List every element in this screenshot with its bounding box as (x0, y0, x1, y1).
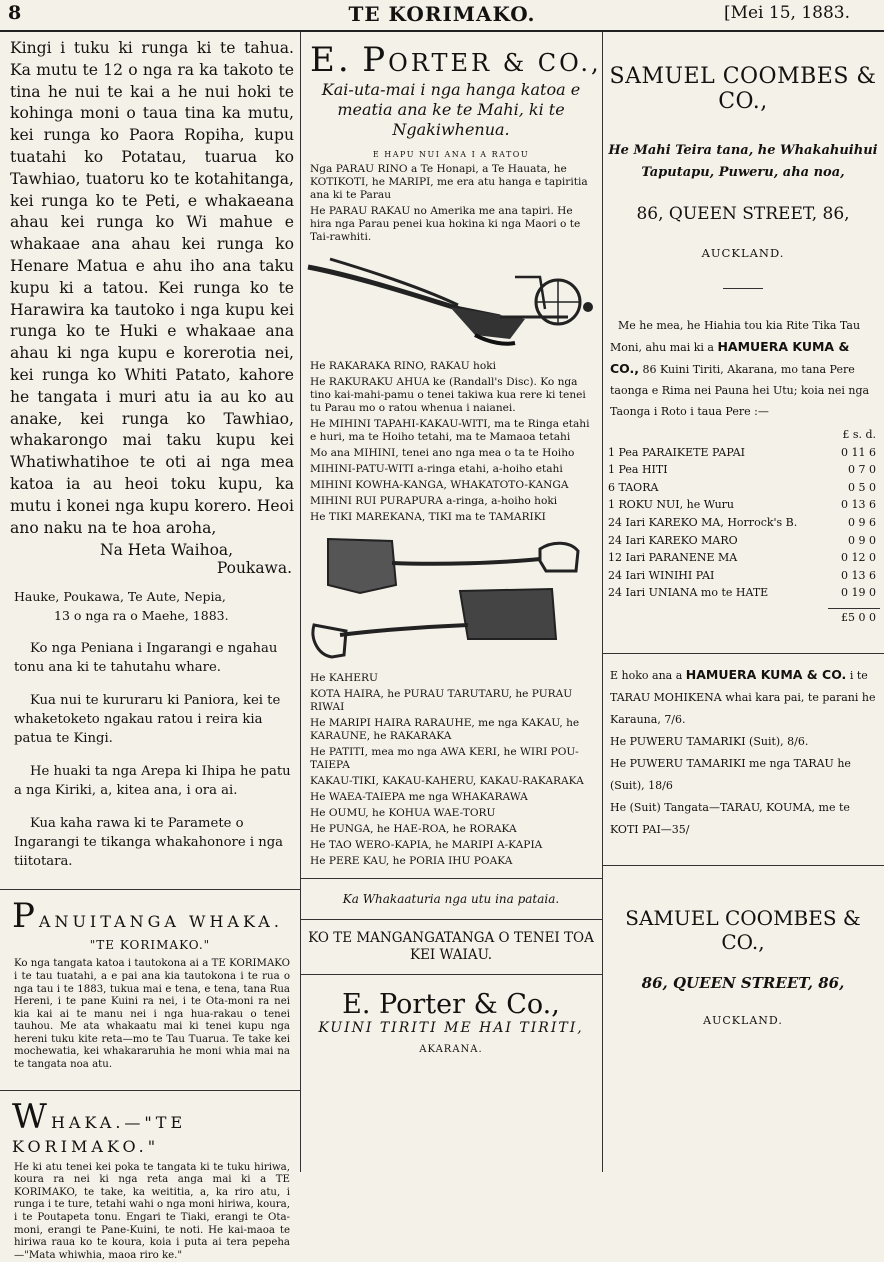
price-total: £5 0 0 (841, 610, 876, 624)
prices-on-request: Ka Whakaaturia nga utu ina pataia. (342, 892, 560, 906)
price-value: 0 9 0 (848, 533, 876, 547)
news-item: Kua kaha rawa ki te Paramete o Ingarangi te tikanga whakahonore i nga tiitotara. (14, 816, 284, 870)
coombes-services: He Mahi Teira tana, he Whakahuihui Taputapu, Puweru, aha noa, (608, 143, 878, 180)
porter-footer-city: AKARANA. (419, 1044, 483, 1055)
porter-heading (310, 40, 602, 80)
paper-title: TE KORIMAKO. (348, 2, 536, 26)
section-divider (300, 974, 602, 975)
price-item: 1 ROKU NUI, he Wuru (608, 498, 735, 512)
list-item: MIHINI RUI PURAPURA a-ringa, a-hoiho hoki (310, 495, 558, 507)
panui-initial: P (12, 896, 39, 937)
hoko-intro (610, 664, 878, 731)
list-item: He TAO WERO-KAPIA, he MARIPI A-KAPIA (310, 839, 543, 851)
section-divider (602, 865, 884, 866)
hoko-pre: E hoko ana a (610, 668, 683, 682)
issue-date: [Mei 15, 1883. (723, 3, 850, 23)
list-item: He RAKARAKA RINO, RAKAU hoki (310, 360, 497, 372)
section-divider (0, 889, 300, 890)
hoko-line: He (Suit) Tangata—TARAU, KOUMA, me te KOTI PAI—35/ (610, 800, 850, 836)
price-list (602, 426, 884, 627)
coombes-heading-2: SAMUEL COOMBES & CO., (625, 905, 861, 954)
hamuera-name: HAMUERA KUMA & CO., (610, 339, 850, 376)
list-item: Mo ana MIHINI, tenei ano nga mea o ta te Hoiho (310, 447, 575, 459)
price-total-row (828, 608, 880, 627)
short-divider (723, 288, 763, 289)
porter-p: P (362, 40, 389, 80)
price-row (608, 549, 880, 567)
offer-intro: Me he mea, he Hiahia tou kia Rite Tika Tau Moni, ahu mai ki a (610, 319, 861, 354)
plough-image (300, 247, 600, 357)
section-divider (0, 1090, 300, 1091)
news-item: He huaki ta nga Arepa ki Ihipa he patu a nga Kiriki, a, kitea ana, i ora ai. (14, 764, 291, 799)
section-divider (300, 919, 602, 920)
list-item: He PUNGA, he HAE-ROA, he RORAKA (310, 823, 517, 835)
price-value: 0 7 0 (848, 463, 876, 477)
section-divider (300, 878, 602, 879)
price-value: 0 9 6 (848, 515, 876, 529)
page-number: 8 (8, 2, 22, 24)
price-header (608, 426, 880, 444)
column-2 (300, 32, 603, 1172)
list-item: He WAEA-TAIEPA me nga WHAKARAWA (310, 791, 528, 803)
price-value: 0 11 6 (841, 445, 876, 459)
coombes-street-2: 86, QUEEN STREET, 86, (641, 973, 845, 992)
porter-footer-name: E. Porter & Co., (342, 989, 560, 1020)
price-item: 24 Iari WINIHI PAI (608, 568, 715, 582)
porter-footer-street: KUINI TIRITI ME HAI TIRITI, (318, 1020, 584, 1036)
price-row (608, 584, 880, 602)
list-item: KOTA HAIRA, he PURAU TARUTARU, he PURAU RIWAI (310, 688, 573, 713)
hoko-mid: i te TARAU MOHIKENA whai kara pai, te parani he Karauna, 7/6. (610, 668, 876, 726)
address-line-1: Hauke, Poukawa, Te Aute, Nepia, (14, 589, 226, 605)
list-item: He PERE KAU, he PORIA IHU POAKA (310, 855, 513, 867)
list-item: KAKAU-TIKI, KAKAU-KAHERU, KAKAU-RAKARAKA (310, 775, 584, 787)
coombes-heading: SAMUEL COOMBES & CO., (609, 64, 877, 114)
list-item: Nga PARAU RINO a Te Honapi, a Te Hauata, he KOTIKOTI, he MARIPI, me era atu hanga e tapiritia ana ki te Parau (310, 163, 588, 201)
news-item: Ko nga Peniana i Ingarangi e ngahau tonu ana ki te tahutahu whare. (14, 641, 278, 676)
panui-body: Ko nga tangata katoa i tautokona ai a TE KORIMAKO i te tau tuatahi, a e pai ana kia tautokona i te rua o nga tau i te 1883, tukua mai e tena, e tena, tana Rua Hereni, i te pane Kuini ra nei, i te Ota-moni ra nei kia kai ai te manu nei i nga hua-rakau o tenei tauhou. Me ata whakaatu mai ki tenei kupu nga hereni tuku kite reta—mo te Tau Tuarua. Te take kei mochewatia, kei whakararuhia he moni whia mai na te tangata noa atu. (14, 958, 290, 1071)
whaka-heading-rest: HAKA.—"TE KORIMAKO." (12, 1112, 187, 1156)
news-item: Kua nui te kururaru ki Paniora, kei te whaketoketo ngakau ratou i reira kia patua te Kingi. (14, 693, 281, 747)
store-location: KO TE MANGANGATANGA O TENEI TOA KEI WAIAU. (308, 930, 594, 963)
list-item: He MIHINI TAPAHI-KAKAU-WITI, ma te Ringa etahi e huri, ma te Hoiho tetahi, ma te Mamaoa tetahi (310, 418, 590, 443)
currency-header: £ s. d. (842, 428, 876, 441)
price-row (608, 532, 880, 550)
porter-tail: ., (580, 49, 602, 77)
hapu-subtitle: E HAPU NUI ANA I A RATOU (372, 150, 530, 159)
price-value: 0 12 0 (841, 551, 876, 565)
price-item: 24 Iari KAREKO MA, Horrock's B. (608, 515, 798, 529)
hoko-name: HAMUERA KUMA & CO. (685, 666, 847, 682)
price-value: 0 13 6 (841, 498, 876, 512)
price-item: 12 Iari PARANENE MA (608, 551, 738, 565)
whaka-body: He ki atu tenei kei poka te tangata ki te tuku hiriwa, koura ra nei ki nga reta anga mai ki a TE KORIMAKO, te take, ka weititia, a, ka riro atu, i runga i te ture, tetahi wahi o nga moni hiriwa, koura, i te Poutapeta tonu. Engari te Tiaki, erangi te Ota-moni, erangi te Pane-Kuini, te noti. He kai-maoa te hiriwa raua ko te koura, koia i puta ai tera pepeha—"Mata whiwhia, maoa riro ke." (14, 1161, 290, 1261)
column-3 (602, 32, 884, 1172)
porter-o: O (559, 49, 581, 77)
panui-heading (12, 896, 300, 936)
price-row (608, 496, 880, 514)
list-item: He MARIPI HAIRA RARAUHE, me nga KAKAU, he KARAUNE, he RAKARAKA (310, 717, 580, 742)
coombes-city: AUCKLAND. (701, 246, 785, 260)
letter-signature: Na Heta Waihoa, (100, 541, 234, 560)
panui-subheading: "TE KORIMAKO." (89, 938, 211, 953)
coombes-city-2: AUCKLAND. (703, 1013, 783, 1027)
spades-illustration (300, 527, 602, 669)
list-item: He KAHERU (310, 672, 378, 684)
hoko-line: He PUWERU TAMARIKI (Suit), 8/6. (610, 734, 809, 748)
hoko-line: He PUWERU TAMARIKI me nga TARAU he (Suit), 18/6 (610, 756, 851, 792)
price-item: 1 Pea HITI (608, 463, 668, 477)
whaka-initial: W (12, 1096, 51, 1137)
list-item: He TIKI MAREKANA, TIKI ma te TAMARIKI (310, 511, 546, 523)
spades-image (300, 527, 600, 669)
hamuera-offer (602, 315, 884, 422)
whaka-heading (12, 1097, 300, 1156)
price-item: 24 Iari KAREKO MARO (608, 533, 738, 547)
list-item: He RAKURAKU AHUA ke (Randall's Disc). Ko nga tino kai-mahi-pamu o tenei takiwa kua rere ki tenei tu Parau mo o ratou whenua i naianei. (310, 376, 586, 414)
list-item: He OUMU, he KOHUA WAE-TORU (310, 807, 496, 819)
porter-e: E. (310, 40, 352, 80)
list-item: MIHINI-PATU-WITI a-ringa etahi, a-hoiho etahi (310, 463, 563, 475)
porter-rest: ORTER & C (388, 49, 560, 77)
list-item: He PATITI, mea mo nga AWA KERI, he WIRI POU-TAIEPA (310, 746, 579, 771)
panui-heading-rest: ANUITANGA WHAKA. (38, 912, 283, 932)
price-row (608, 461, 880, 479)
price-row (608, 444, 880, 462)
price-value: 0 5 0 (848, 480, 876, 494)
hoko-notice (602, 664, 884, 841)
price-row (608, 479, 880, 497)
price-item: 1 Pea PARAIKETE PAPAI (608, 445, 746, 459)
letter-body: Kingi i tuku ki runga ki te tahua. Ka mutu te 12 o nga ra ka takoto te tina he nui te kai a he nui hoki te kohinga moni o taua tina ka mutu, kei runga ko Paora Ropiha, kupu tuatahi ko Potatau, tuarua ko Tawhiao, tuatoru ko te kotahitanga, kei runga ko te Peti, e whakaeana ahau kei runga ko Wi mahue e whakaae ana ahau kei runga ko Henare Matua e ahu iho ana taku kupu ki a tatou. Kei runga ko te Harawira ka tautoko i nga kupu kei runga ko te Huki e whakaae ana ahau ki nga kupu e korerotia nei, kei runga ko Whiti Patato, kahore he tangata i muri atu ia au ko au anake, kei runga ko Tawhiao, whakarongo mai taku kupu kei Whatiwhatihoe te oti ai nga mea katoa ia au heoi toku kupu, ka mutu i konei nga kupu korero. Heoi ano naku na te hoa aroha, (10, 39, 294, 537)
letter-signature-place: Poukawa. (216, 559, 292, 578)
news-items (0, 639, 300, 871)
price-value: 0 13 6 (841, 568, 876, 582)
price-row (608, 567, 880, 585)
price-item: 6 TAORA (608, 480, 659, 494)
plough-illustration (300, 247, 602, 357)
masthead (0, 0, 884, 32)
address-line-2: 13 o nga ra o Maehe, 1883. (54, 608, 229, 624)
coombes-street: 86, QUEEN STREET, 86, (636, 204, 850, 224)
offer-details: 86 Kuini Tiriti, Akarana, mo tana Pere taonga e Rima nei Pauna hei Utu; koia nei nga Taonga i Roto i taua Pere :— (610, 363, 870, 418)
porter-tagline: Kai-uta-mai i nga hanga katoa e meatia ana ke te Mahi, ki te Ngakiwhenua. (321, 80, 581, 139)
price-item: 24 Iari UNIANA mo te HATE (608, 586, 769, 600)
price-row (608, 514, 880, 532)
list-item: MIHINI KOWHA-KANGA, WHAKATOTO-KANGA (310, 479, 569, 491)
list-item: He PARAU RAKAU no Amerika me ana tapiri. He hira nga Parau penei kua hokina ki nga Maori o te Tai-rawhiti. (310, 205, 581, 243)
column-1 (0, 32, 301, 1261)
letter-address (0, 587, 300, 625)
price-value: 0 19 0 (841, 586, 876, 600)
section-divider (602, 653, 884, 654)
